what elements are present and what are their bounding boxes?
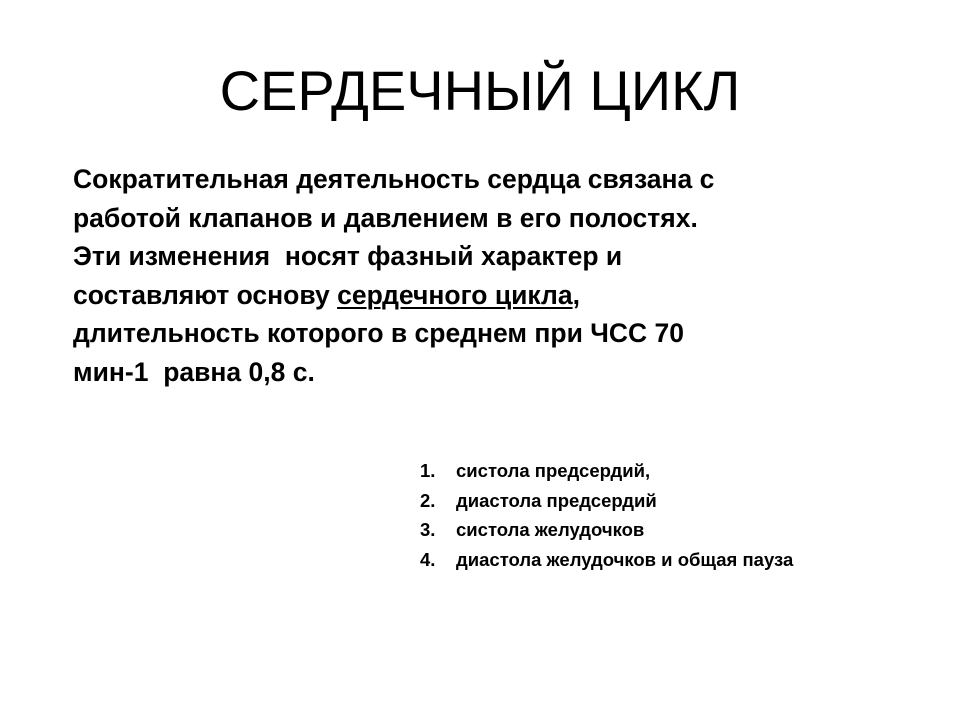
phase-number: 4. xyxy=(420,548,436,570)
phase-label: систола желудочков xyxy=(456,519,645,540)
paragraph-line xyxy=(73,276,873,315)
phase-item xyxy=(420,545,793,575)
paragraph-line: Сократительная деятельность сердца связана с xyxy=(73,164,715,194)
main-paragraph xyxy=(73,160,873,391)
phase-label: диастола желудочков и общая пауза xyxy=(456,548,794,570)
phase-item xyxy=(420,486,793,516)
slide-title: СЕРДЕЧНЫЙ ЦИКЛ xyxy=(219,59,741,122)
paragraph-line: длительность которого в среднем при ЧСС 70 xyxy=(73,318,684,348)
phase-number: 1. xyxy=(420,460,436,481)
phase-item xyxy=(420,456,793,486)
paragraph-line: работой клапанов и давлением в его полостях. xyxy=(73,202,698,233)
paragraph-line: Эти изменения носят фазный характер и xyxy=(73,241,623,271)
phase-label: диастола предсердий xyxy=(456,489,657,511)
phase-number: 3. xyxy=(420,519,436,540)
phase-number: 2. xyxy=(420,489,436,511)
paragraph-text: составляют основу xyxy=(73,279,338,310)
phase-label: систола предсердий, xyxy=(456,460,651,481)
paragraph-text: , xyxy=(572,279,580,310)
phase-item xyxy=(420,515,793,545)
phase-list xyxy=(420,456,793,574)
cardiac-cycle-term: сердечного цикла xyxy=(337,279,573,310)
paragraph-line: мин-1 равна 0,8 с. xyxy=(73,356,315,387)
